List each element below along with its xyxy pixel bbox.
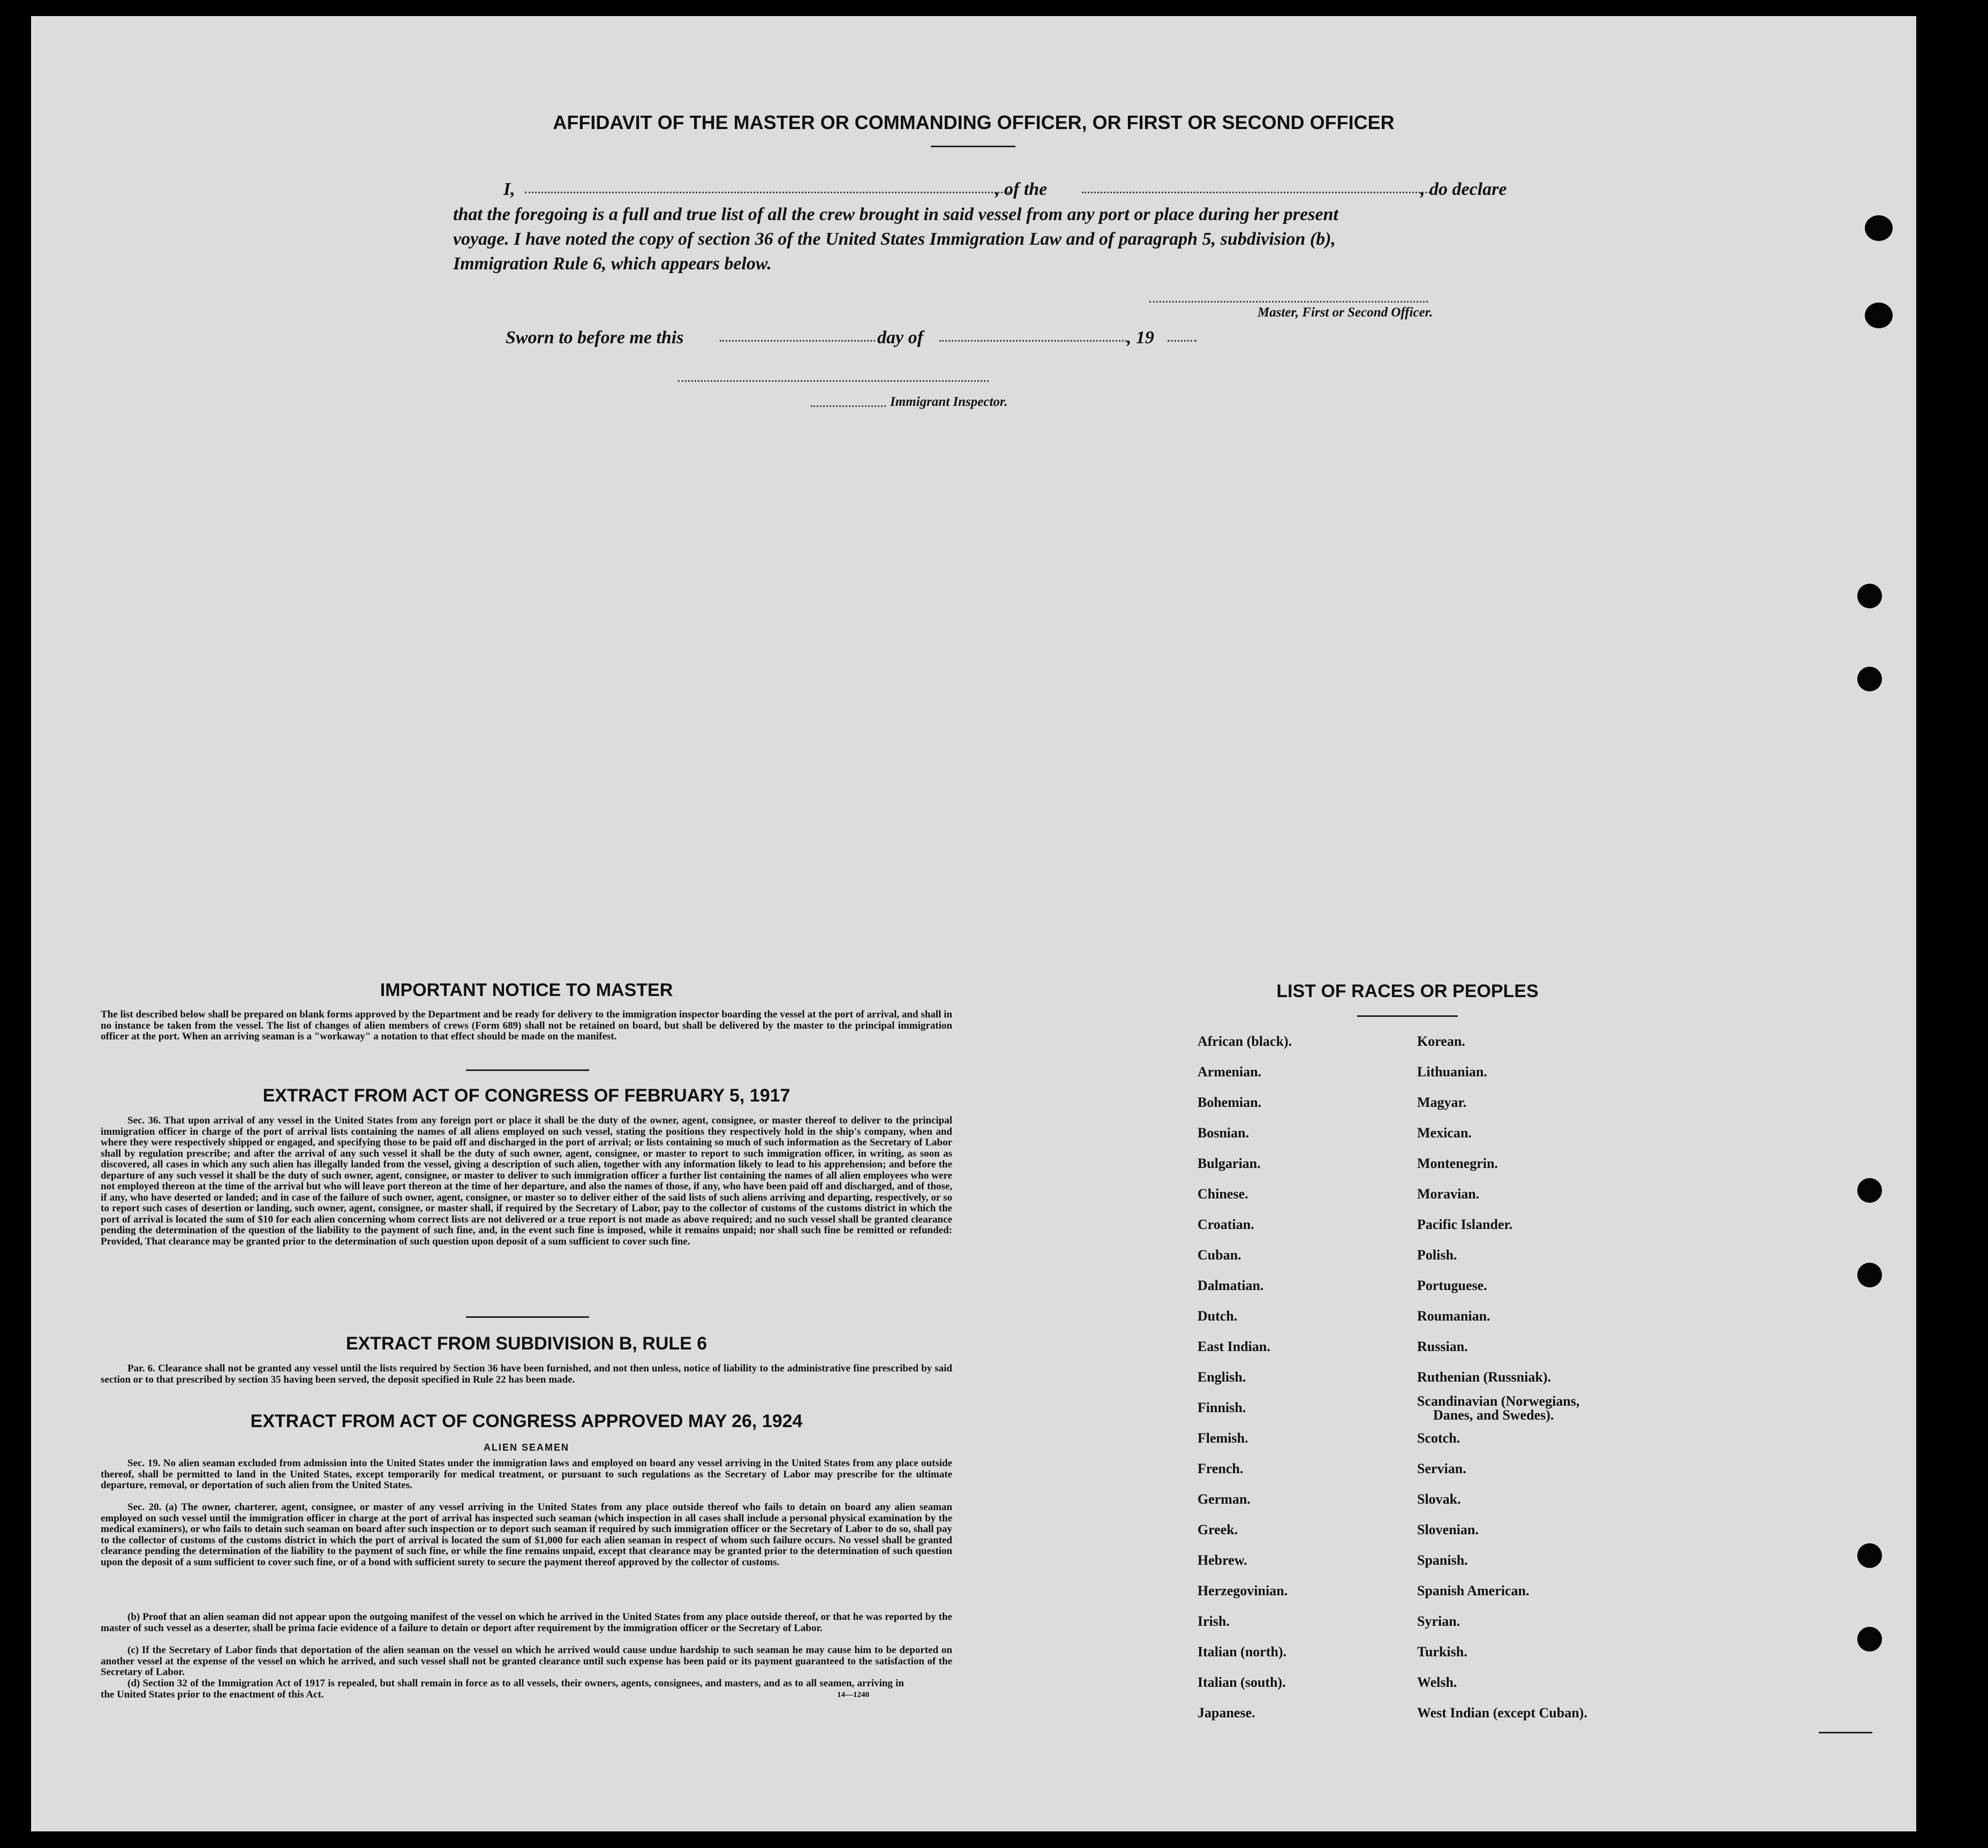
- title-rule: [931, 146, 1015, 147]
- form-number: 14—1240: [837, 1691, 869, 1699]
- race-item: Korean.: [1417, 1034, 1465, 1049]
- extract-1924-title: EXTRACT FROM ACT OF CONGRESS APPROVED MAY 26, 1924: [250, 1411, 803, 1431]
- sec20d-text: (d) Section 32 of the Immigration Act of 1917 is repealed, but shall remain in force as to all vessels, their owners, agents, consignees, and masters, and as to all seamen, arriving in the United States prior to the enactment of this Act.: [101, 1678, 904, 1700]
- margin-mark: [1819, 1732, 1872, 1733]
- document-page: [31, 16, 1916, 1831]
- race-item: Syrian.: [1417, 1613, 1460, 1629]
- race-item: Servian.: [1417, 1461, 1466, 1476]
- race-item: Hebrew.: [1198, 1552, 1247, 1568]
- sec20c-text: (c) If the Secretary of Labor finds that deportation of the alien seaman on the vessel on which he arrived would cause undue hardship to such seaman he may cause him to be deported on another vessel at the expense of the vessel on which he arrived, and such vessel shall not be granted clearance until such expense has been paid or its payment guaranteed to the satisfaction of the Secretary of Labor.: [101, 1645, 952, 1678]
- race-item: Spanish.: [1417, 1552, 1468, 1568]
- race-item: Dutch.: [1198, 1308, 1238, 1324]
- sec20a-text: Sec. 20. (a) The owner, charterer, agent, consignee, or master of any vessel arriving in the United States from any place outside thereof who fails to detain on board any alien seaman employed on such vessel until the immigration officer in charge at the port of arrival has inspected such seaman (which inspection in all cases shall include a personal physical examination by the medical examiners), or who fails to detain such seaman on board after such inspection or to deport such seaman if required by such immigration officer or the Secretary of Labor to do so, shall pay to the collector of customs of the customs district in which the port of arrival is located the sum of $1,000 for each alien seaman in respect of whom such failure occurs. No vessel shall be granted clearance pending the determination of the liability to the payment of such fine, or while the fine remains unpaid, except that clearance may be granted prior to the determination of such question upon the deposit of a sum sufficient to cover such fine, or of a bond with sufficient surety to secure the payment thereof approved by the collector of customs.: [101, 1502, 952, 1568]
- punch-hole: [1857, 584, 1882, 608]
- day-of-label: day of: [877, 328, 923, 348]
- extract-1917-text: Sec. 36. That upon arrival of any vessel in the United States from any foreign port or place it shall be the duty of the owner, agent, consignee, or master thereof to deliver to the principal immigration officer in charge of the port of arrival lists containing the names of all aliens employed on such vessel, stating the positions they respectively hold in the ship's company, when and where they were respectively shipped or engaged, and specifying those to be paid off and discharged in the port of arrival; or lists containing so much of such information as the Secretary of Labor shall by regulation prescribe; and after the arrival of any such vessel it shall be the duty of such owner, agent, consignee, or master to report to such immigration officer, in writing, as soon as discovered, all cases in which any such alien has illegally landed from the vessel, giving a description of such alien, together with any information likely to lead to his apprehension; and before the departure of any such vessel it shall be the duty of such owner, agent, consignee, or master to deliver to such immigration officer a further list containing the names of all alien employees who were not employed thereon at the time of the arrival but who will leave port thereon at the time of her departure, and also the names of those, if any, who have been paid off and discharged, and of those, if any, who have deserted or landed; and in case of the failure of such owner, agent, consignee, or master so to deliver either of the said lists of such aliens arriving and departing, respectively, or so to report such cases of desertion or landing, such owner, agent, consignee, or master shall, if required by the Secretary of Labor, pay to the collector of customs of the customs district in which the port of arrival is located the sum of $10 for each alien concerning whom correct lists are not delivered or a true report is not made as above required; and no such vessel shall be granted clearance pending the determination of the question of the liability to the payment of such fine, and, in the event such fine is imposed, while it remains unpaid; nor shall such fine be remitted or refunded: Provided, That clearance may be granted prior to the determination of such question upon deposit of a sum sufficient to cover such fine.: [101, 1115, 952, 1247]
- race-item: Herzegovinian.: [1198, 1583, 1288, 1598]
- sec19-text: Sec. 19. No alien seaman excluded from admission into the United States under the immigration laws and employed on board any vessel arriving in the United States from any place outside thereof, shall be permitted to land in the United States, except temporarily for medical treatment, or pursuant to such regulations as the Secretary of Labor may prescribe for the ultimate departure, removal, or deportation of such alien from the United States.: [101, 1458, 952, 1491]
- sec20b-text: (b) Proof that an alien seaman did not appear upon the outgoing manifest of the vessel on which he arrived in the United States from any place outside thereof, or that he was reported by the master of such vessel as a deserter, shall be prima facie evidence of a failure to detain or deport after requirement by the immigration officer or the Secretary of Labor.: [101, 1611, 952, 1634]
- race-item: West Indian (except Cuban).: [1417, 1705, 1587, 1721]
- affidavit-line-4: Immigration Rule 6, which appears below.: [453, 254, 772, 274]
- notice-title: IMPORTANT NOTICE TO MASTER: [380, 980, 673, 1000]
- notice-text: The list described below shall be prepared on blank forms approved by the Department and be ready for delivery to the immigration inspector boarding the vessel at the port of arrival, and shall in no instance be taken from the vessel. The list of changes of alien members of crews (Form 689) shall not be retained on board, but shall be delivered by the master to the principal immigration officer at the port. When an arriving seaman is a "workaway" a notation to that effect should be made on the manifest.: [101, 1009, 952, 1042]
- vessel-field[interactable]: [1082, 192, 1430, 193]
- punch-hole: [1857, 1178, 1882, 1203]
- race-item: Portuguese.: [1417, 1278, 1487, 1293]
- race-item: Bohemian.: [1198, 1095, 1262, 1110]
- race-item: Moravian.: [1417, 1186, 1480, 1202]
- race-item: Montenegrin.: [1417, 1156, 1498, 1171]
- affidavit-line-3: voyage. I have noted the copy of section 36 of the United States Immigration Law and of paragraph 5, subdivision (b),: [453, 229, 1336, 249]
- race-item: German.: [1198, 1491, 1251, 1507]
- inspector-label: Immigrant Inspector.: [890, 395, 1008, 409]
- race-item: Roumanian.: [1417, 1308, 1490, 1324]
- race-item: Armenian.: [1198, 1064, 1262, 1080]
- race-item: Finnish.: [1198, 1400, 1246, 1415]
- race-item: Scandinavian (Norwegians,: [1417, 1393, 1580, 1409]
- extract-rule6-title: EXTRACT FROM SUBDIVISION B, RULE 6: [345, 1333, 707, 1354]
- race-item: Dalmatian.: [1198, 1278, 1264, 1293]
- affidavit-of-the: , of the: [995, 179, 1048, 199]
- affidavit-do-declare: , do declare: [1420, 179, 1507, 199]
- punch-hole: [1865, 303, 1893, 328]
- race-item: Welsh.: [1417, 1674, 1457, 1690]
- race-item: Greek.: [1198, 1522, 1238, 1537]
- race-item: East Indian.: [1198, 1339, 1270, 1354]
- race-item: Russian.: [1417, 1339, 1468, 1354]
- punch-hole: [1857, 1543, 1882, 1568]
- race-item: Bulgarian.: [1198, 1156, 1261, 1171]
- affidavit-line-2: that the foregoing is a full and true list of all the crew brought in said vessel from any port or place during her present: [453, 205, 1338, 224]
- race-item: Italian (south).: [1198, 1674, 1286, 1690]
- race-item: English.: [1198, 1369, 1246, 1385]
- race-item: African (black).: [1198, 1034, 1292, 1049]
- race-item: Slovenian.: [1417, 1522, 1479, 1537]
- signature-field[interactable]: [1149, 301, 1428, 303]
- sworn-month-field[interactable]: [939, 340, 1127, 342]
- race-item: Irish.: [1198, 1613, 1230, 1629]
- race-item: Ruthenian (Russniak).: [1417, 1369, 1551, 1385]
- races-rule: [1357, 1015, 1458, 1017]
- race-item: Spanish American.: [1417, 1583, 1530, 1598]
- race-item: Mexican.: [1417, 1125, 1472, 1141]
- alien-seamen-subtitle: ALIEN SEAMEN: [483, 1442, 569, 1453]
- extract-rule6-text: Par. 6. Clearance shall not be granted any vessel until the lists required by Section 36 have been furnished, and not then unless, notice of liability to the administrative fine prescribed by said section or to that prescribed by section 35 having been served, the deposit specified in Rule 22 has been made.: [101, 1363, 952, 1385]
- race-item: Italian (north).: [1198, 1644, 1287, 1660]
- extract-1917-title: EXTRACT FROM ACT OF CONGRESS OF FEBRUARY 5, 1917: [262, 1085, 790, 1106]
- race-item: Danes, and Swedes).: [1433, 1407, 1554, 1423]
- race-item: Scotch.: [1417, 1430, 1460, 1446]
- sworn-label: Sworn to before me this: [506, 328, 684, 348]
- race-item: Flemish.: [1198, 1430, 1248, 1446]
- race-item: Cuban.: [1198, 1247, 1241, 1263]
- race-item: Bosnian.: [1198, 1125, 1249, 1141]
- race-item: Croatian.: [1198, 1217, 1254, 1232]
- race-item: Magyar.: [1417, 1095, 1467, 1110]
- punch-hole: [1865, 215, 1893, 241]
- inspector-name-field[interactable]: [811, 405, 886, 407]
- race-item: Lithuanian.: [1417, 1064, 1487, 1080]
- punch-hole: [1857, 667, 1882, 691]
- sworn-day-field[interactable]: [720, 340, 875, 342]
- affidavit-title: AFFIDAVIT OF THE MASTER OR COMMANDING OFFICER, OR FIRST OR SECOND OFFICER: [553, 111, 1395, 133]
- extract-1917-rule: [466, 1316, 589, 1318]
- races-title: LIST OF RACES OR PEOPLES: [1276, 981, 1539, 1001]
- race-item: Slovak.: [1417, 1491, 1461, 1507]
- name-field[interactable]: [525, 192, 1012, 193]
- race-item: Chinese.: [1198, 1186, 1248, 1202]
- year-field[interactable]: [1168, 340, 1196, 342]
- punch-hole: [1857, 1627, 1882, 1651]
- notice-rule: [466, 1069, 589, 1071]
- race-item: Japanese.: [1198, 1705, 1255, 1721]
- affidavit-i: I,: [503, 179, 515, 199]
- race-item: French.: [1198, 1461, 1244, 1476]
- year-label: , 19: [1127, 328, 1154, 348]
- signer-label: Master, First or Second Officer.: [1257, 305, 1433, 320]
- punch-hole: [1857, 1263, 1882, 1287]
- race-item: Turkish.: [1417, 1644, 1467, 1660]
- race-item: Polish.: [1417, 1247, 1457, 1263]
- inspector-signature-field[interactable]: [678, 380, 989, 382]
- race-item: Pacific Islander.: [1417, 1217, 1513, 1232]
